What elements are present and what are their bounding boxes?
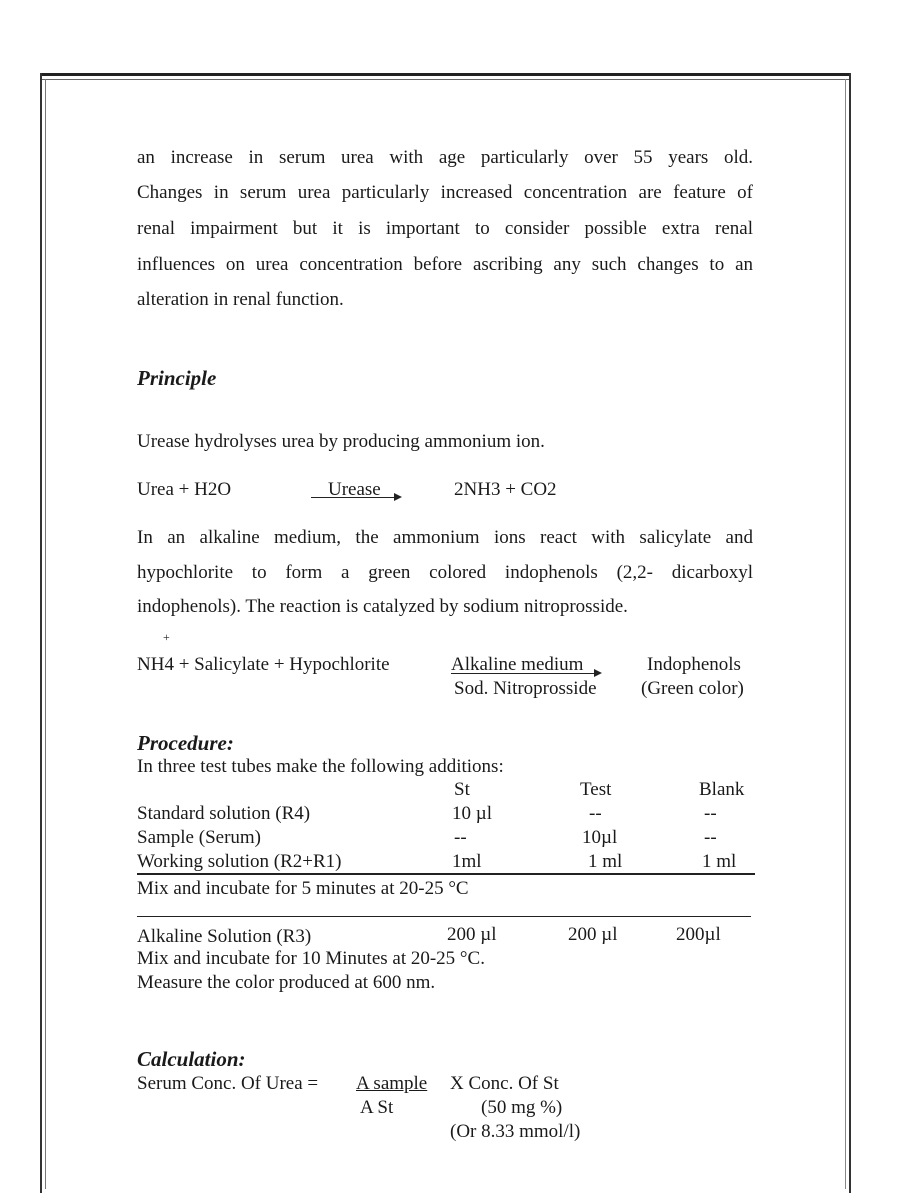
row-sample-test: 10µl bbox=[582, 827, 618, 848]
equation1-right: 2NH3 + CO2 bbox=[454, 479, 557, 500]
page-border-right-inner bbox=[845, 79, 846, 1189]
column-blank: Blank bbox=[699, 779, 745, 800]
table-rule-1 bbox=[137, 873, 755, 875]
principle-heading: Principle bbox=[137, 366, 217, 390]
intro-line-3: renal impairment but it is important to consider possible extra renal bbox=[137, 218, 753, 239]
table-rule-2 bbox=[137, 916, 751, 917]
row-alkaline-label: Alkaline Solution (R3) bbox=[137, 926, 312, 947]
row-alkaline-blank: 200µl bbox=[676, 924, 721, 945]
equation2-arrow bbox=[451, 673, 599, 674]
row-standard-label: Standard solution (R4) bbox=[137, 803, 311, 824]
row-working-test: 1 ml bbox=[588, 851, 623, 872]
intro-line-5: alteration in renal function. bbox=[137, 289, 344, 310]
intro-line-2: Changes in serum urea particularly increased concentration are feature of bbox=[137, 182, 753, 203]
page-border-top bbox=[40, 73, 851, 76]
ammonium-charge: + bbox=[163, 630, 170, 644]
intro-line-4: influences on urea concentration before ascribing any such changes to an bbox=[137, 254, 753, 275]
calculation-heading: Calculation: bbox=[137, 1047, 246, 1071]
equation2-left: NH4 + Salicylate + Hypochlorite bbox=[137, 654, 390, 675]
measure-step: Measure the color produced at 600 nm. bbox=[137, 972, 436, 993]
calculation-numerator: A sample bbox=[356, 1073, 428, 1094]
row-working-label: Working solution (R2+R1) bbox=[137, 851, 342, 872]
calculation-times: X Conc. Of St bbox=[450, 1073, 559, 1094]
principle-para-line-1: In an alkaline medium, the ammonium ions react with salicylate and bbox=[137, 527, 753, 548]
calculation-lhs: Serum Conc. Of Urea = bbox=[137, 1073, 319, 1094]
procedure-heading: Procedure: bbox=[137, 731, 234, 755]
page-border-right bbox=[849, 73, 851, 1193]
intro-line-1: an increase in serum urea with age particularly over 55 years old. bbox=[137, 147, 753, 168]
row-working-blank: 1 ml bbox=[702, 851, 737, 872]
page-border-left bbox=[40, 73, 42, 1193]
equation1-enzyme: Urease bbox=[328, 479, 381, 500]
column-test: Test bbox=[580, 779, 612, 800]
row-alkaline-test: 200 µl bbox=[568, 924, 618, 945]
row-standard-st: 10 µl bbox=[452, 803, 492, 824]
row-working-st: 1ml bbox=[452, 851, 482, 872]
row-standard-test: -- bbox=[589, 803, 602, 824]
mix-step-2: Mix and incubate for 10 Minutes at 20-25 °C. bbox=[137, 948, 485, 969]
equation1-arrow bbox=[311, 497, 399, 498]
procedure-intro: In three test tubes make the following additions: bbox=[137, 756, 504, 777]
row-sample-st: -- bbox=[454, 827, 467, 848]
equation2-condition-bottom: Sod. Nitroprosside bbox=[454, 678, 597, 699]
row-sample-label: Sample (Serum) bbox=[137, 827, 262, 848]
page-border-top-inner bbox=[40, 79, 851, 80]
calculation-conc-mmol: (Or 8.33 mmol/l) bbox=[450, 1121, 581, 1142]
row-standard-blank: -- bbox=[704, 803, 717, 824]
calculation-denominator: A St bbox=[360, 1097, 394, 1118]
equation2-condition-top: Alkaline medium bbox=[451, 654, 584, 675]
row-alkaline-st: 200 µl bbox=[447, 924, 497, 945]
page-border-left-inner bbox=[45, 79, 46, 1189]
mix-step-1: Mix and incubate for 5 minutes at 20-25 °C bbox=[137, 878, 469, 899]
principle-para-line-3: indophenols). The reaction is catalyzed by sodium nitroprosside. bbox=[137, 596, 628, 617]
equation2-product-bottom: (Green color) bbox=[641, 678, 744, 699]
equation2-product-top: Indophenols bbox=[647, 654, 741, 675]
column-st: St bbox=[454, 779, 470, 800]
row-sample-blank: -- bbox=[704, 827, 717, 848]
calculation-conc-mg: (50 mg %) bbox=[481, 1097, 563, 1118]
principle-sentence: Urease hydrolyses urea by producing ammonium ion. bbox=[137, 431, 545, 452]
principle-para-line-2: hypochlorite to form a green colored indophenols (2,2- dicarboxyl bbox=[137, 562, 753, 583]
equation1-left: Urea + H2O bbox=[137, 479, 232, 500]
